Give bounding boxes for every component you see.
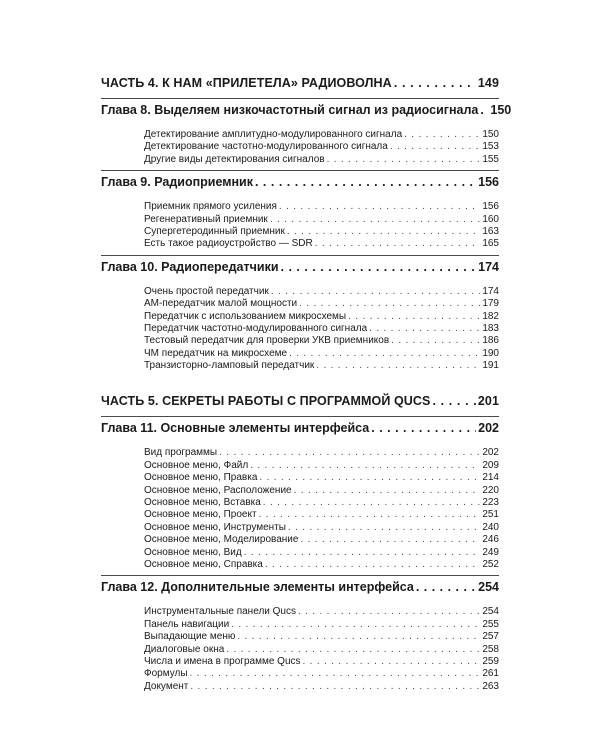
divider bbox=[101, 98, 499, 99]
part-spacer bbox=[101, 372, 499, 394]
section-entry-title: Супергетеродинный приемник bbox=[144, 225, 285, 237]
chapter-heading-page-number: 150 bbox=[490, 103, 512, 117]
section-entry-page-number: 251 bbox=[482, 509, 499, 521]
section-entry-title: Регенеративный приемник bbox=[144, 213, 268, 225]
section-entry bbox=[101, 509, 499, 521]
dot-leader bbox=[303, 656, 481, 668]
section-entry-title: Приемник прямого усиления bbox=[144, 201, 277, 213]
section-entry bbox=[101, 226, 499, 238]
dot-leader bbox=[369, 323, 480, 335]
section-entry-page-number: 259 bbox=[482, 655, 499, 667]
section-entry bbox=[101, 154, 499, 166]
section-entry-title: Выпадающие меню bbox=[144, 631, 236, 643]
section-entry bbox=[101, 214, 499, 226]
section-entry-title: ЧМ передатчик на микросхеме bbox=[144, 347, 288, 359]
dot-leader bbox=[294, 485, 481, 497]
section-entry-title: Основное меню, Расположение bbox=[144, 484, 292, 496]
section-entry-title: Основное меню, Вид bbox=[144, 546, 242, 558]
section-entry bbox=[101, 323, 499, 335]
section-entry bbox=[101, 485, 499, 497]
part-heading bbox=[101, 76, 499, 98]
part-heading-page-number: 201 bbox=[477, 394, 499, 409]
section-entry bbox=[101, 534, 499, 546]
section-entry-title: Передатчик с использованием микросхемы bbox=[144, 310, 347, 322]
dot-leader bbox=[250, 460, 480, 472]
chapter-heading-page-number: 174 bbox=[478, 259, 499, 274]
dot-leader bbox=[281, 260, 477, 274]
section-entry-title: Панель навигации bbox=[144, 618, 230, 630]
section-entry bbox=[101, 656, 499, 668]
section-entry-page-number: 246 bbox=[482, 534, 499, 546]
dot-leader bbox=[316, 360, 480, 372]
chapter-heading bbox=[101, 421, 499, 441]
dot-leader bbox=[219, 447, 480, 459]
chapter-heading-title: Глава 9. Радиоприемник bbox=[101, 175, 253, 190]
section-entry-page-number: 255 bbox=[482, 618, 499, 630]
dot-leader bbox=[327, 154, 481, 166]
section-entry-title: Очень простой передатчик bbox=[144, 285, 269, 297]
section-entry-page-number: 182 bbox=[482, 310, 499, 322]
dot-leader bbox=[255, 175, 476, 189]
section-entry bbox=[101, 460, 499, 472]
section-entry-page-number: 165 bbox=[482, 238, 499, 250]
divider bbox=[101, 170, 499, 171]
section-entry bbox=[101, 360, 499, 372]
section-entry-page-number: 183 bbox=[482, 322, 499, 334]
section-entry bbox=[101, 681, 499, 693]
dot-leader bbox=[433, 394, 476, 408]
section-entry-page-number: 214 bbox=[482, 472, 499, 484]
dot-leader bbox=[265, 559, 480, 571]
section-entry bbox=[101, 129, 499, 141]
part-heading-page-number: 149 bbox=[477, 76, 499, 90]
section-entry-title: Транзисторно-ламповый передатчик bbox=[144, 360, 315, 372]
section-entry-title: Основное меню, Моделирование bbox=[144, 534, 299, 546]
section-entry-title: Основное меню, Инструменты bbox=[144, 521, 286, 533]
dot-leader bbox=[371, 421, 476, 435]
chapter-heading-title: Глава 11. Основные элементы интерфейса bbox=[101, 421, 370, 436]
section-entry-page-number: 258 bbox=[482, 643, 499, 655]
dot-leader bbox=[394, 76, 476, 90]
dot-leader bbox=[270, 214, 481, 226]
section-entry bbox=[101, 547, 499, 559]
dot-leader bbox=[190, 681, 480, 693]
dot-leader bbox=[416, 580, 476, 594]
chapter-heading bbox=[101, 175, 499, 195]
dot-leader bbox=[288, 522, 480, 534]
section-entry-title: Детектирование частотно-модулированного сигнала bbox=[144, 141, 388, 153]
section-entry bbox=[101, 522, 499, 534]
section-entry-page-number: 163 bbox=[482, 225, 499, 237]
section-entry-page-number: 160 bbox=[482, 213, 499, 225]
section-entry-title: Есть такое радиоустройство — SDR bbox=[144, 238, 313, 250]
table-of-contents bbox=[101, 76, 512, 693]
section-entry bbox=[101, 619, 499, 631]
section-entry bbox=[101, 348, 499, 360]
chapter-heading bbox=[101, 580, 499, 600]
dot-leader bbox=[391, 335, 480, 347]
section-entry bbox=[101, 335, 499, 347]
chapter-heading-page-number: 156 bbox=[478, 175, 499, 190]
section-entry bbox=[101, 286, 499, 298]
chapter-heading bbox=[101, 103, 512, 123]
part-heading-title: ЧАСТЬ 4. К НАМ «ПРИЛЕТЕЛА» РАДИОВОЛНА bbox=[101, 76, 392, 90]
section-entry-page-number: 150 bbox=[482, 129, 499, 140]
section-entry-title: Основное меню, Правка bbox=[144, 472, 258, 484]
chapter-heading bbox=[101, 260, 499, 280]
chapter-heading-title: Глава 8. Выделяем низкочастотный сигнал из радиосигнала bbox=[101, 103, 479, 117]
dot-leader bbox=[298, 606, 480, 618]
dot-leader bbox=[287, 226, 480, 238]
section-entry bbox=[101, 668, 499, 680]
dot-leader bbox=[299, 298, 480, 310]
dot-leader bbox=[271, 286, 481, 298]
dot-leader bbox=[480, 103, 488, 117]
section-entry-title: Формулы bbox=[144, 668, 188, 680]
chapter-heading-title: Глава 12. Дополнительные элементы интерфейса bbox=[101, 580, 414, 595]
section-entry-page-number: 190 bbox=[482, 347, 499, 359]
section-entry-page-number: 174 bbox=[482, 285, 499, 297]
section-entry bbox=[101, 447, 499, 459]
dot-leader bbox=[279, 201, 480, 213]
section-entry-page-number: 261 bbox=[482, 668, 499, 680]
section-entry bbox=[101, 606, 499, 618]
dot-leader bbox=[190, 668, 481, 680]
dot-leader bbox=[226, 644, 480, 656]
section-entry-title: Основное меню, Справка bbox=[144, 558, 263, 570]
section-entry-title: Тестовый передатчик для проверки УКВ приемников bbox=[144, 335, 390, 347]
section-entry bbox=[101, 497, 499, 509]
section-entry-page-number: 179 bbox=[482, 298, 499, 310]
section-entry bbox=[101, 238, 499, 250]
part-heading bbox=[101, 394, 499, 416]
dot-leader bbox=[263, 497, 481, 509]
section-entry-page-number: 223 bbox=[482, 497, 499, 509]
dot-leader bbox=[315, 238, 481, 250]
section-entry-page-number: 186 bbox=[482, 335, 499, 347]
dot-leader bbox=[259, 472, 480, 484]
section-entry-title: Основное меню, Вставка bbox=[144, 497, 261, 509]
chapter-heading-title: Глава 10. Радиопередатчики bbox=[101, 259, 279, 274]
section-entry-title: Передатчик частотно-модулированного сигнала bbox=[144, 322, 368, 334]
dot-leader bbox=[244, 547, 481, 559]
section-entry bbox=[101, 201, 499, 213]
section-entry-page-number: 209 bbox=[482, 459, 499, 471]
section-entry-title: Вид программы bbox=[144, 447, 218, 459]
section-entry bbox=[101, 472, 499, 484]
dot-leader bbox=[300, 534, 480, 546]
section-entry-page-number: 191 bbox=[482, 360, 499, 372]
section-entry-page-number: 252 bbox=[482, 558, 499, 570]
section-entry-title: Диалоговые окна bbox=[144, 643, 225, 655]
divider bbox=[101, 255, 499, 256]
section-entry-page-number: 257 bbox=[482, 631, 499, 643]
section-entry bbox=[101, 141, 499, 153]
section-entry-title: Инструментальные панели Qucs bbox=[144, 606, 296, 618]
dot-leader bbox=[237, 631, 480, 643]
part-heading-title: ЧАСТЬ 5. СЕКРЕТЫ РАБОТЫ С ПРОГРАММОЙ QUCS bbox=[101, 394, 431, 409]
divider bbox=[101, 575, 499, 576]
section-entry-title: Основное меню, Проект bbox=[144, 509, 257, 521]
dot-leader bbox=[404, 129, 480, 141]
section-entry-title: Детектирование амплитудно-модулированного сигнала bbox=[144, 129, 403, 140]
section-entry-title: Основное меню, Файл bbox=[144, 459, 249, 471]
section-entry-page-number: 220 bbox=[482, 484, 499, 496]
section-entry-title: АМ-передатчик малой мощности bbox=[144, 298, 298, 310]
section-entry bbox=[101, 644, 499, 656]
section-entry-page-number: 153 bbox=[482, 141, 499, 153]
dot-leader bbox=[289, 348, 480, 360]
section-entry-page-number: 202 bbox=[482, 447, 499, 459]
section-entry bbox=[101, 559, 499, 571]
section-entry-title: Другие виды детектирования сигналов bbox=[144, 153, 325, 165]
section-entry-page-number: 254 bbox=[482, 606, 499, 618]
section-entry bbox=[101, 298, 499, 310]
section-entry-page-number: 249 bbox=[482, 546, 499, 558]
divider bbox=[101, 416, 499, 417]
section-entry-page-number: 156 bbox=[482, 201, 499, 213]
dot-leader bbox=[390, 141, 480, 153]
chapter-heading-page-number: 254 bbox=[478, 580, 499, 595]
section-entry bbox=[101, 311, 499, 323]
section-entry-title: Документ bbox=[144, 680, 189, 692]
chapter-heading-page-number: 202 bbox=[478, 421, 499, 436]
section-entry-title: Числа и имена в программе Qucs bbox=[144, 655, 301, 667]
section-entry-page-number: 263 bbox=[482, 680, 499, 692]
section-entry bbox=[101, 631, 499, 643]
section-entry-page-number: 155 bbox=[482, 153, 499, 165]
dot-leader bbox=[259, 509, 481, 521]
dot-leader bbox=[348, 311, 480, 323]
dot-leader bbox=[231, 619, 480, 631]
section-entry-page-number: 240 bbox=[482, 521, 499, 533]
